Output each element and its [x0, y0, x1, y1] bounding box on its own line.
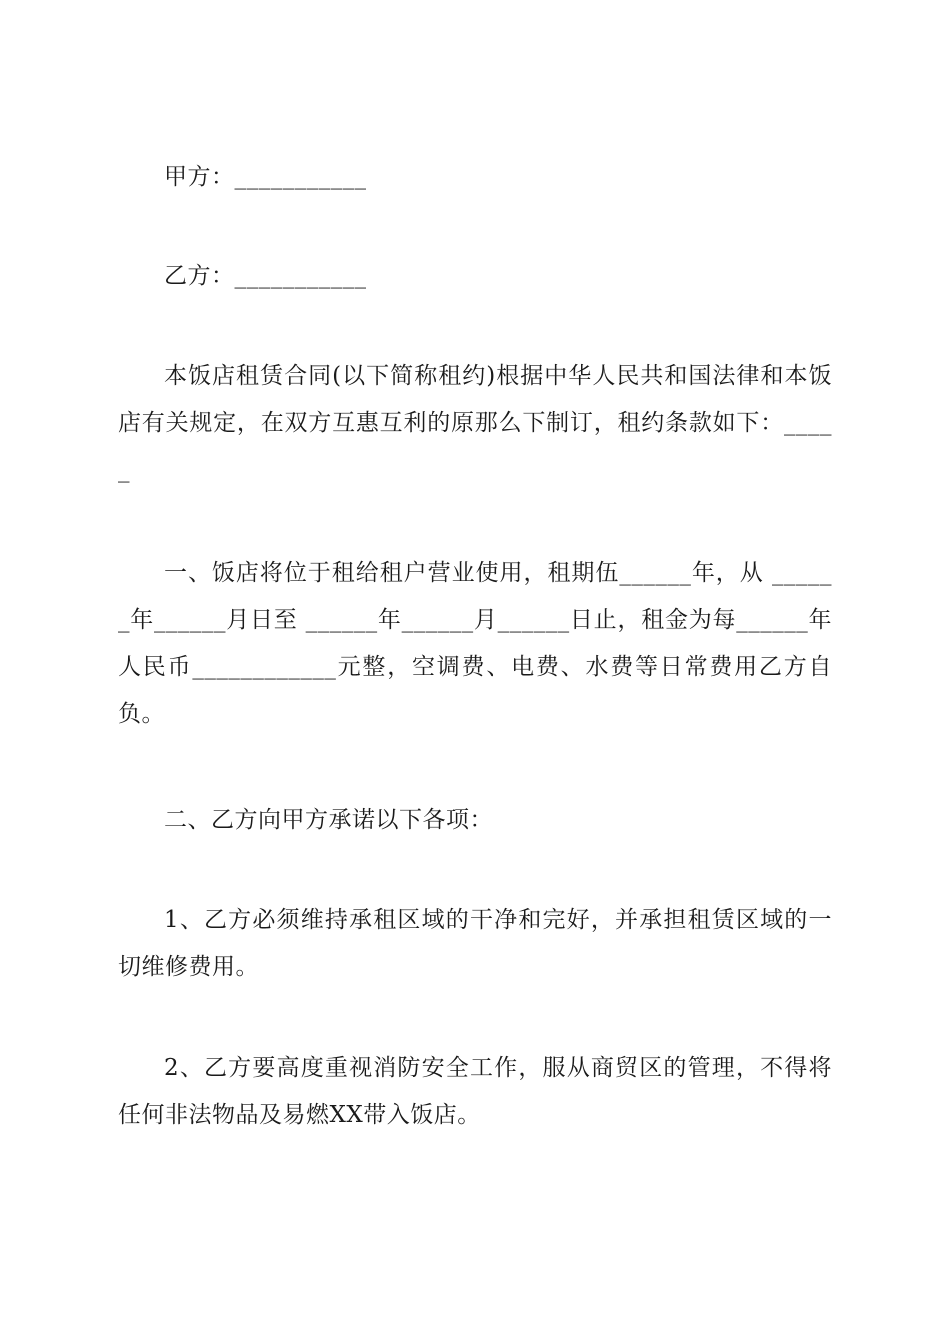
intro-paragraph: 本饭店租赁合同(以下简称租约)根据中华人民共和国法律和本饭店有关规定，在双方互惠互利的原那么下制订，租约条款如下：_____ [118, 363, 832, 483]
clause-2-item-1: 1、乙方必须维持承租区域的干净和完好，并承担租赁区域的一切维修费用。 [118, 907, 832, 980]
party-b-line: 乙方：___________ [164, 263, 367, 289]
clause-1-paragraph: 一、饭店将位于租给租户营业使用，租期伍______年，从 ______年______月日至 ______年______月______日止，租金为每______年人民币____________元整，空调费、电费、水费等日常费用乙方自负。 [118, 560, 832, 727]
party-a-line: 甲方：___________ [164, 164, 367, 190]
clause-2-item-2: 2、乙方要高度重视消防安全工作，服从商贸区的管理，不得将任何非法物品及易燃XX带入饭店。 [118, 1055, 832, 1128]
clause-2-heading: 二、乙方向甲方承诺以下各项： [164, 807, 493, 833]
